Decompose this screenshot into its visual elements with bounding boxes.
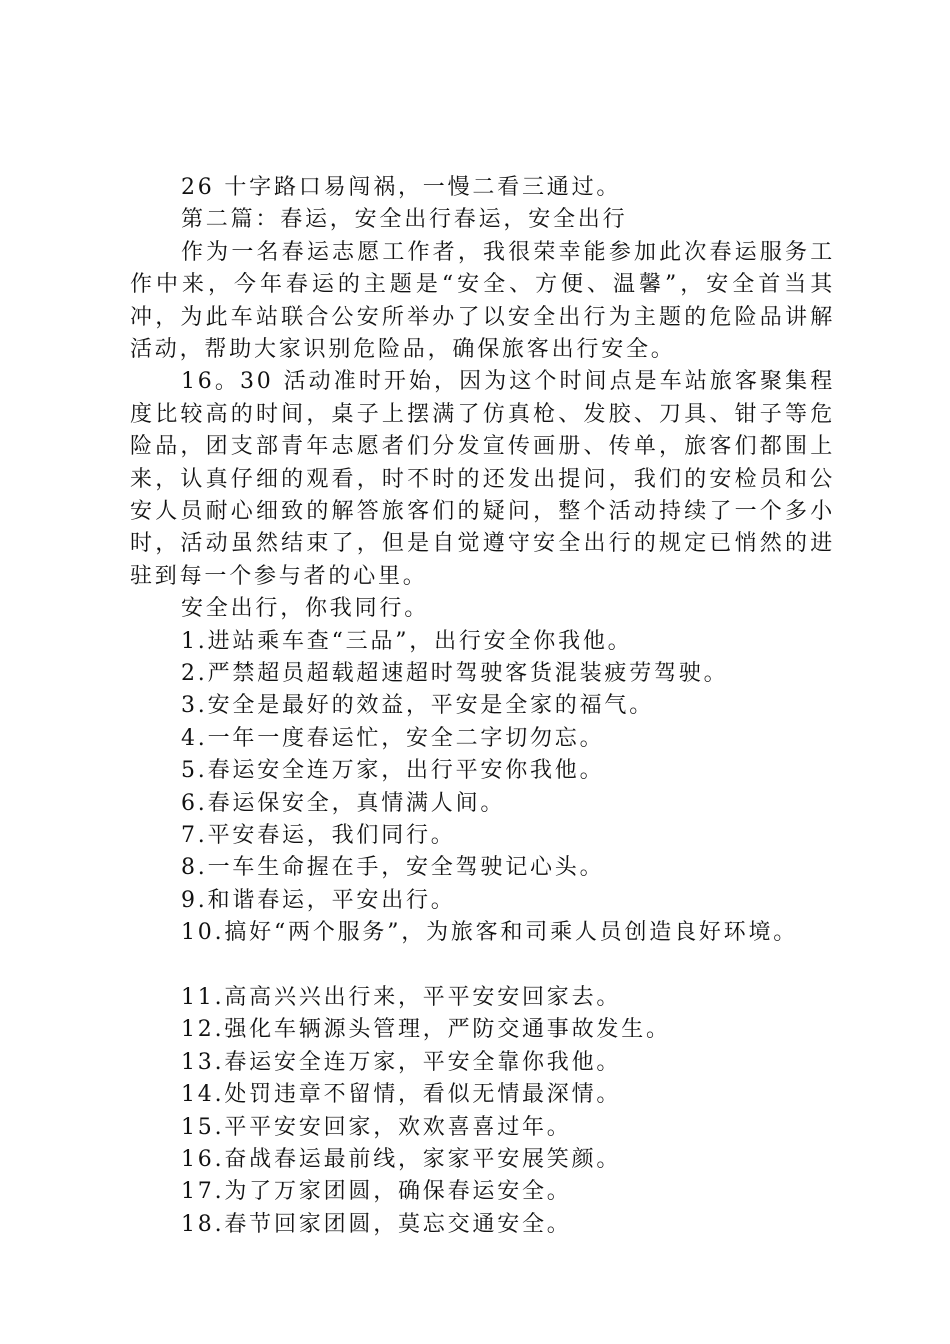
slogan-item: 9.和谐春运，平安出行。 [181,887,456,913]
slogan-item: 16.奋战春运最前线，家家平安展笑颜。 [181,1146,622,1172]
slogan-item: 14.处罚违章不留情，看似无情最深情。 [181,1082,622,1108]
paragraph-volunteer-intro: 作为一名春运志愿工作者，我很荣幸能参加此次春运服务工作中来，今年春运的主题是“安全、方便、温馨”，安全首当其冲，为此车站联合公安所举办了以安全出行为主题的危险品讲解活动，帮助大家识别危险品，确保旅客出行安全。 [130,239,835,362]
slogan-item: 8.一车生命握在手，安全驾驶记心头。 [181,855,605,881]
slogan-item: 13.春运安全连万家，平安全靠你我他。 [181,1049,622,1075]
slogan-item: 4.一年一度春运忙，安全二字切勿忘。 [181,725,605,751]
slogan-heading: 安全出行，你我同行。 [181,596,430,622]
slogan-item: 2.严禁超员超载超速超时驾驶客货混装疲劳驾驶。 [181,661,729,687]
slogan-item: 15.平平安安回家，欢欢喜喜过年。 [181,1114,572,1140]
slogan-item: 3.安全是最好的效益，平安是全家的福气。 [181,693,654,719]
slogan-item: 7.平安春运，我们同行。 [181,822,456,848]
section-title: 第二篇：春运，安全出行春运，安全出行 [181,207,628,233]
slogan-item: 17.为了万家团圆，确保春运安全。 [181,1179,572,1205]
slogan-item: 12.强化车辆源头管理，严防交通事故发生。 [181,1017,671,1043]
opening-line: 26 十字路口易闯祸，一慢二看三通过。 [181,175,622,200]
slogan-item: 18.春节回家团圆，莫忘交通安全。 [181,1211,572,1237]
slogan-item: 5.春运安全连万家，出行平安你我他。 [181,758,605,784]
slogan-item: 10.搞好“两个服务”，为旅客和司乘人员创造良好环境。 [181,920,799,946]
document-body [130,172,835,1241]
slogan-list-part2 [130,982,835,1241]
paragraph-activity: 16。30 活动准时开始，因为这个时间点是车站旅客聚集程度比较高的时间，桌子上摆满了仿真枪、发胶、刀具、钳子等危险品，团支部青年志愿者们分发宣传画册、传单，旅客们都围上来，认真仔细的观看，时不时的还发出提问，我们的安检员和公安人员耐心细致的解答旅客们的疑问，整个活动持续了一个多小时，活动虽然结束了，但是自觉遵守安全出行的规定已悄然的进驻到每一个参与者的心里。 [130,369,835,589]
slogan-item: 11.高高兴兴出行来，平平安安回家去。 [181,984,622,1010]
slogan-list-part1 [130,626,835,950]
slogan-item: 1.进站乘车查“三品”，出行安全你我他。 [181,628,633,654]
blank-line [130,950,835,982]
slogan-item: 6.春运保安全，真情满人间。 [181,790,506,816]
